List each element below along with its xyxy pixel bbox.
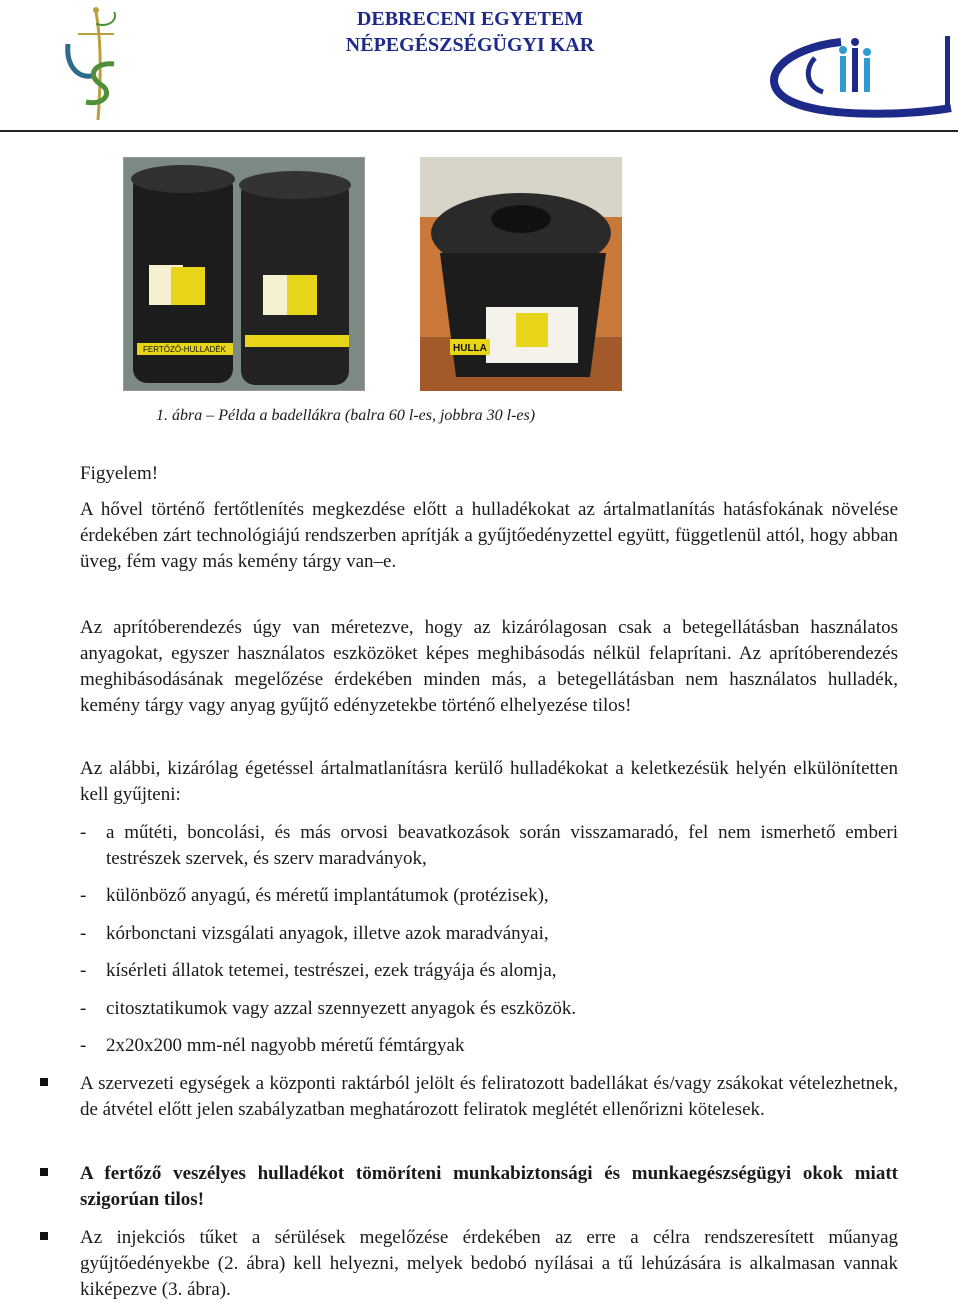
paragraph-text: Az aprítóberendezés úgy van méretezve, hogy az kizárólagosan csak a betegellátásban használatos anyagokat, egyszer használatos eszközöket képes meghibásodás nélkül felaprítani. Az aprítóberendezés meghibásodásának megelőzése érdekében minden más, a betegellátásban nem használatos hulladék, kemény tárgy vagy anyag gyűjtő edényzetekbe történő elhelyezése tilos!	[80, 617, 898, 716]
paragraph-shredder-capacity	[80, 615, 898, 719]
list-dash: -	[80, 923, 87, 944]
paragraph-shredding-notice	[80, 497, 898, 575]
bin-right-label: HULLA	[453, 343, 487, 354]
header-divider	[0, 130, 958, 132]
paragraph-incineration-intro	[80, 756, 898, 808]
institution-name: DEBRECENI EGYETEM	[356, 8, 584, 30]
bullet-item	[80, 1071, 898, 1123]
institution-title	[250, 6, 690, 58]
paragraph-text: A hővel történő fertőtlenítés megkezdése előtt a hulladékokat az ártalmatlanítás hatásfokának növelése érdekében zárt technológiájú rendszerben aprítják a gyűjtőedényzettel együtt, függetlenül attól, hogy abban üveg, fém vagy más kemény tárgy van–e.	[80, 499, 898, 572]
bullet-item-bold	[80, 1161, 898, 1213]
bullet-text: A szervezeti egységek a központi raktárból jelölt és feliratozott badellákat és/vagy zsákokat vételezhetnek, de átvétel előtt jelen szabályzatban meghatározott feliratok meglétét ellenőrizni kötelesek.	[80, 1073, 898, 1120]
list-dash: -	[80, 1035, 87, 1056]
square-bullet-icon	[40, 1168, 48, 1176]
warning-title: Figyelem!	[80, 463, 159, 484]
square-bullet-icon	[40, 1078, 48, 1086]
list-item	[80, 996, 898, 1022]
list-item-text: a műtéti, boncolási, és más orvosi beavatkozások során visszamaradó, fel nem ismerhető emberi testrészek szervek, és szerv maradványok,	[106, 822, 898, 869]
square-bullet-icon	[40, 1232, 48, 1240]
list-item	[80, 883, 898, 909]
list-dash: -	[80, 998, 87, 1019]
photo-60l-bins	[123, 157, 365, 391]
list-item	[80, 921, 898, 947]
faculty-logo-icon	[755, 28, 953, 122]
list-dash: -	[80, 885, 87, 906]
page-header	[0, 0, 960, 132]
faculty-name: NÉPEGÉSZSÉGÜGYI KAR	[345, 34, 595, 56]
list-item	[80, 958, 898, 984]
list-item	[80, 1033, 898, 1059]
list-dash: -	[80, 822, 87, 843]
list-item-text: 2x20x200 mm-nél nagyobb méretű fémtárgyak	[106, 1035, 465, 1056]
list-item-text: citosztatikumok vagy azzal szennyezett anyagok és eszközök.	[106, 998, 577, 1019]
bullet-text: Az injekciós tűket a sérülések megelőzése érdekében az erre a célra rendszeresített műanyag gyűjtőedényekbe (2. ábra) kell helyezni, melyek bedobó nyílásai a tű lehúzására is alkalmasan vannak kiképezve (3. ábra).	[80, 1227, 898, 1300]
list-item	[80, 820, 898, 872]
list-item-text: kórbonctani vizsgálati anyagok, illetve azok maradványai,	[106, 923, 549, 944]
list-dash: -	[80, 960, 87, 981]
figure-caption: 1. ábra – Példa a badellákra (balra 60 l-es, jobbra 30 l-es)	[156, 407, 536, 424]
bin-left-label: FERTŐZŐ-HULLADÉK	[143, 345, 226, 354]
list-item-text: különböző anyagú, és méretű implantátumok (protézisek),	[106, 885, 549, 906]
paragraph-text: Az alábbi, kizárólag égetéssel ártalmatlanításra kerülő hulladékokat a keletkezésük helyén elkülönítetten kell gyűjteni:	[80, 758, 898, 805]
photo-30l-bin	[420, 157, 622, 391]
bullet-text: A fertőző veszélyes hulladékot tömöríteni munkabiztonsági és munkaegészségügyi okok miatt szigorúan tilos!	[80, 1163, 898, 1210]
university-staff-logo-icon	[56, 4, 136, 126]
list-item-text: kísérleti állatok tetemei, testrészei, ezek trágyája és alomja,	[106, 960, 557, 981]
bullet-item	[80, 1225, 898, 1303]
